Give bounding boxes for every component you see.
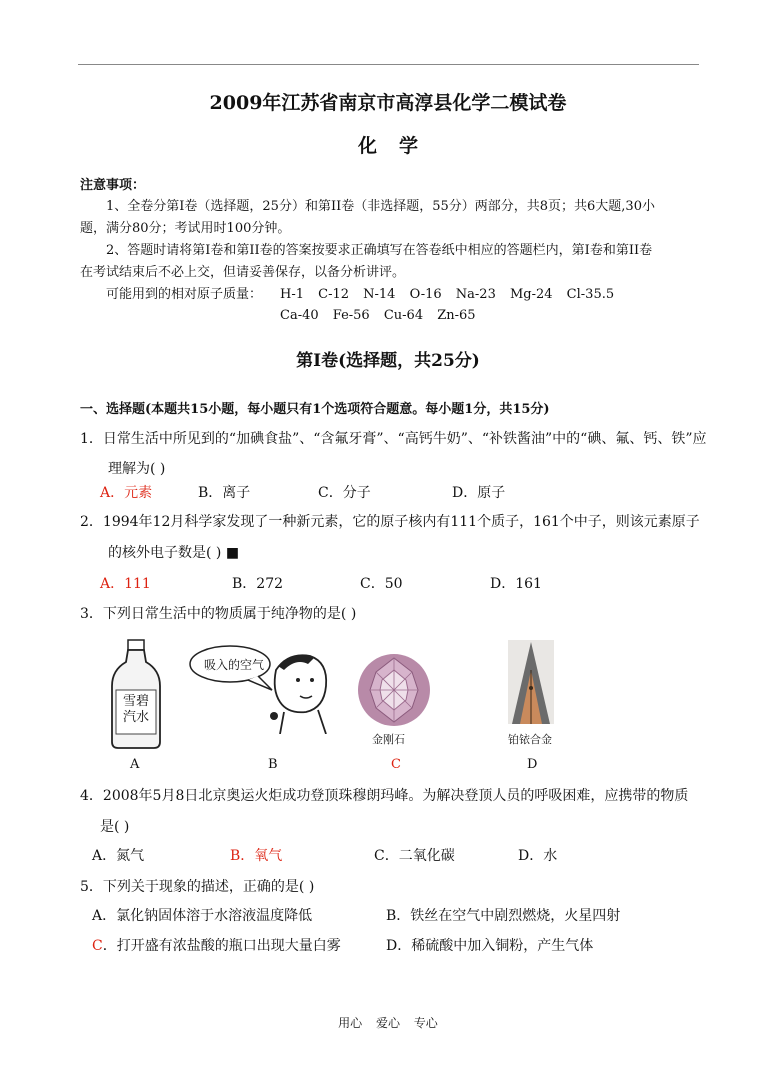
q4-stem: 4．2008年5月8日北京奥运火炬成功登顶珠穆朗玛峰。为解决登顶人员的呼吸困难，应携带的物质 — [80, 788, 689, 804]
q1-option-b: B．离子 — [198, 485, 251, 501]
speech-bubble-text: 吸入的空气 — [204, 658, 265, 672]
q5-stem: 5．下列关于现象的描述，正确的是( ) — [80, 879, 315, 895]
q2-stem: 2．1994年12月科学家发现了一种新元素，它的原子核内有111个质子，161个中子，则该元素原子 — [80, 514, 700, 530]
diamond-label: 金刚石 — [372, 733, 405, 746]
q4-option-b: B．氧气 — [230, 848, 283, 864]
q5-option-d: D．稀硫酸中加入铜粉，产生气体 — [386, 938, 594, 954]
notice-heading: 注意事项： — [80, 178, 146, 193]
masses-row-1: H-1 C-12 N-14 O-16 Na-23 Mg-24 Cl-35.5 — [280, 287, 615, 302]
q2-option-a: A．111 — [100, 576, 151, 592]
page-footer: 用心 爱心 专心 — [338, 1016, 438, 1030]
q3-caption-c: C — [391, 757, 401, 772]
page-title: 2009年江苏省南京市高淳县化学二模试卷 — [209, 92, 567, 114]
q2-option-b: B．272 — [232, 576, 284, 592]
bottle-label: 雪碧汽水 — [122, 694, 149, 725]
q2-stem-cont: 的核外电子数是( ) ■ — [108, 545, 240, 561]
q4-option-d: D．水 — [518, 848, 558, 864]
header-rule — [78, 64, 699, 65]
notice-line-1b: 题，满分80分；考试用时100分钟。 — [80, 221, 291, 236]
q1-option-a: A．元素 — [100, 485, 153, 501]
q5-option-b: B．铁丝在空气中剧烈燃烧，火星四射 — [386, 908, 621, 924]
masses-label: 可能用到的相对原子质量： — [106, 287, 263, 302]
masses-row-2: Ca-40 Fe-56 Cu-64 Zn-65 — [280, 308, 476, 323]
q4-stem-cont: 是( ) — [100, 819, 130, 835]
q3-caption-d: D — [527, 757, 538, 772]
q5-option-a: A．氯化钠固体溶于水溶液温度降低 — [92, 908, 313, 924]
q2-option-c: C．50 — [360, 576, 403, 592]
q5-option-c-letter: C — [92, 938, 103, 954]
q1-stem-cont: 理解为( ) — [108, 461, 166, 477]
q5-option-c-text: ．打开盛有浓盐酸的瓶口出现大量白雾 — [102, 938, 341, 954]
q1-option-c: C．分子 — [318, 485, 371, 501]
q4-option-a: A．氮气 — [92, 848, 145, 864]
pen-nib-image — [508, 640, 554, 724]
section-title: 第I卷(选择题，共25分) — [296, 351, 480, 371]
q2-option-d: D．161 — [490, 576, 542, 592]
q1-option-d: D．原子 — [452, 485, 506, 501]
diamond-image — [356, 652, 432, 728]
notice-line-2a: 2、答题时请将第I卷和第II卷的答案按要求正确填写在答卷纸中相应的答题栏内，第I卷和第II卷 — [106, 243, 653, 258]
q5-option-c — [92, 935, 341, 955]
q3-caption-b: B — [268, 757, 278, 772]
notice-line-2b: 在考试结束后不必上交，但请妥善保存，以备分析讲评。 — [80, 265, 406, 280]
q3-stem: 3．下列日常生活中的物质属于纯净物的是( ) — [80, 606, 357, 622]
notice-line-1a: 1、全卷分第I卷（选择题，25分）和第II卷（非选择题，55分）两部分，共8页；共6大题,30小 — [106, 199, 655, 214]
q3-caption-a: A — [130, 757, 140, 772]
q1-stem: 1．日常生活中所见到的“加碘食盐”、“含氟牙膏”、“高钙牛奶”、“补铁酱油”中的“碘、氟、钙、铁”应 — [80, 431, 707, 447]
pen-nib-label: 铂铱合金 — [508, 733, 552, 746]
q4-option-c: C．二氧化碳 — [374, 848, 455, 864]
part-heading: 一、选择题(本题共15小题，每小题只有1个选项符合题意。每小题1分，共15分) — [80, 402, 550, 417]
page-subtitle: 化学 — [357, 135, 440, 157]
